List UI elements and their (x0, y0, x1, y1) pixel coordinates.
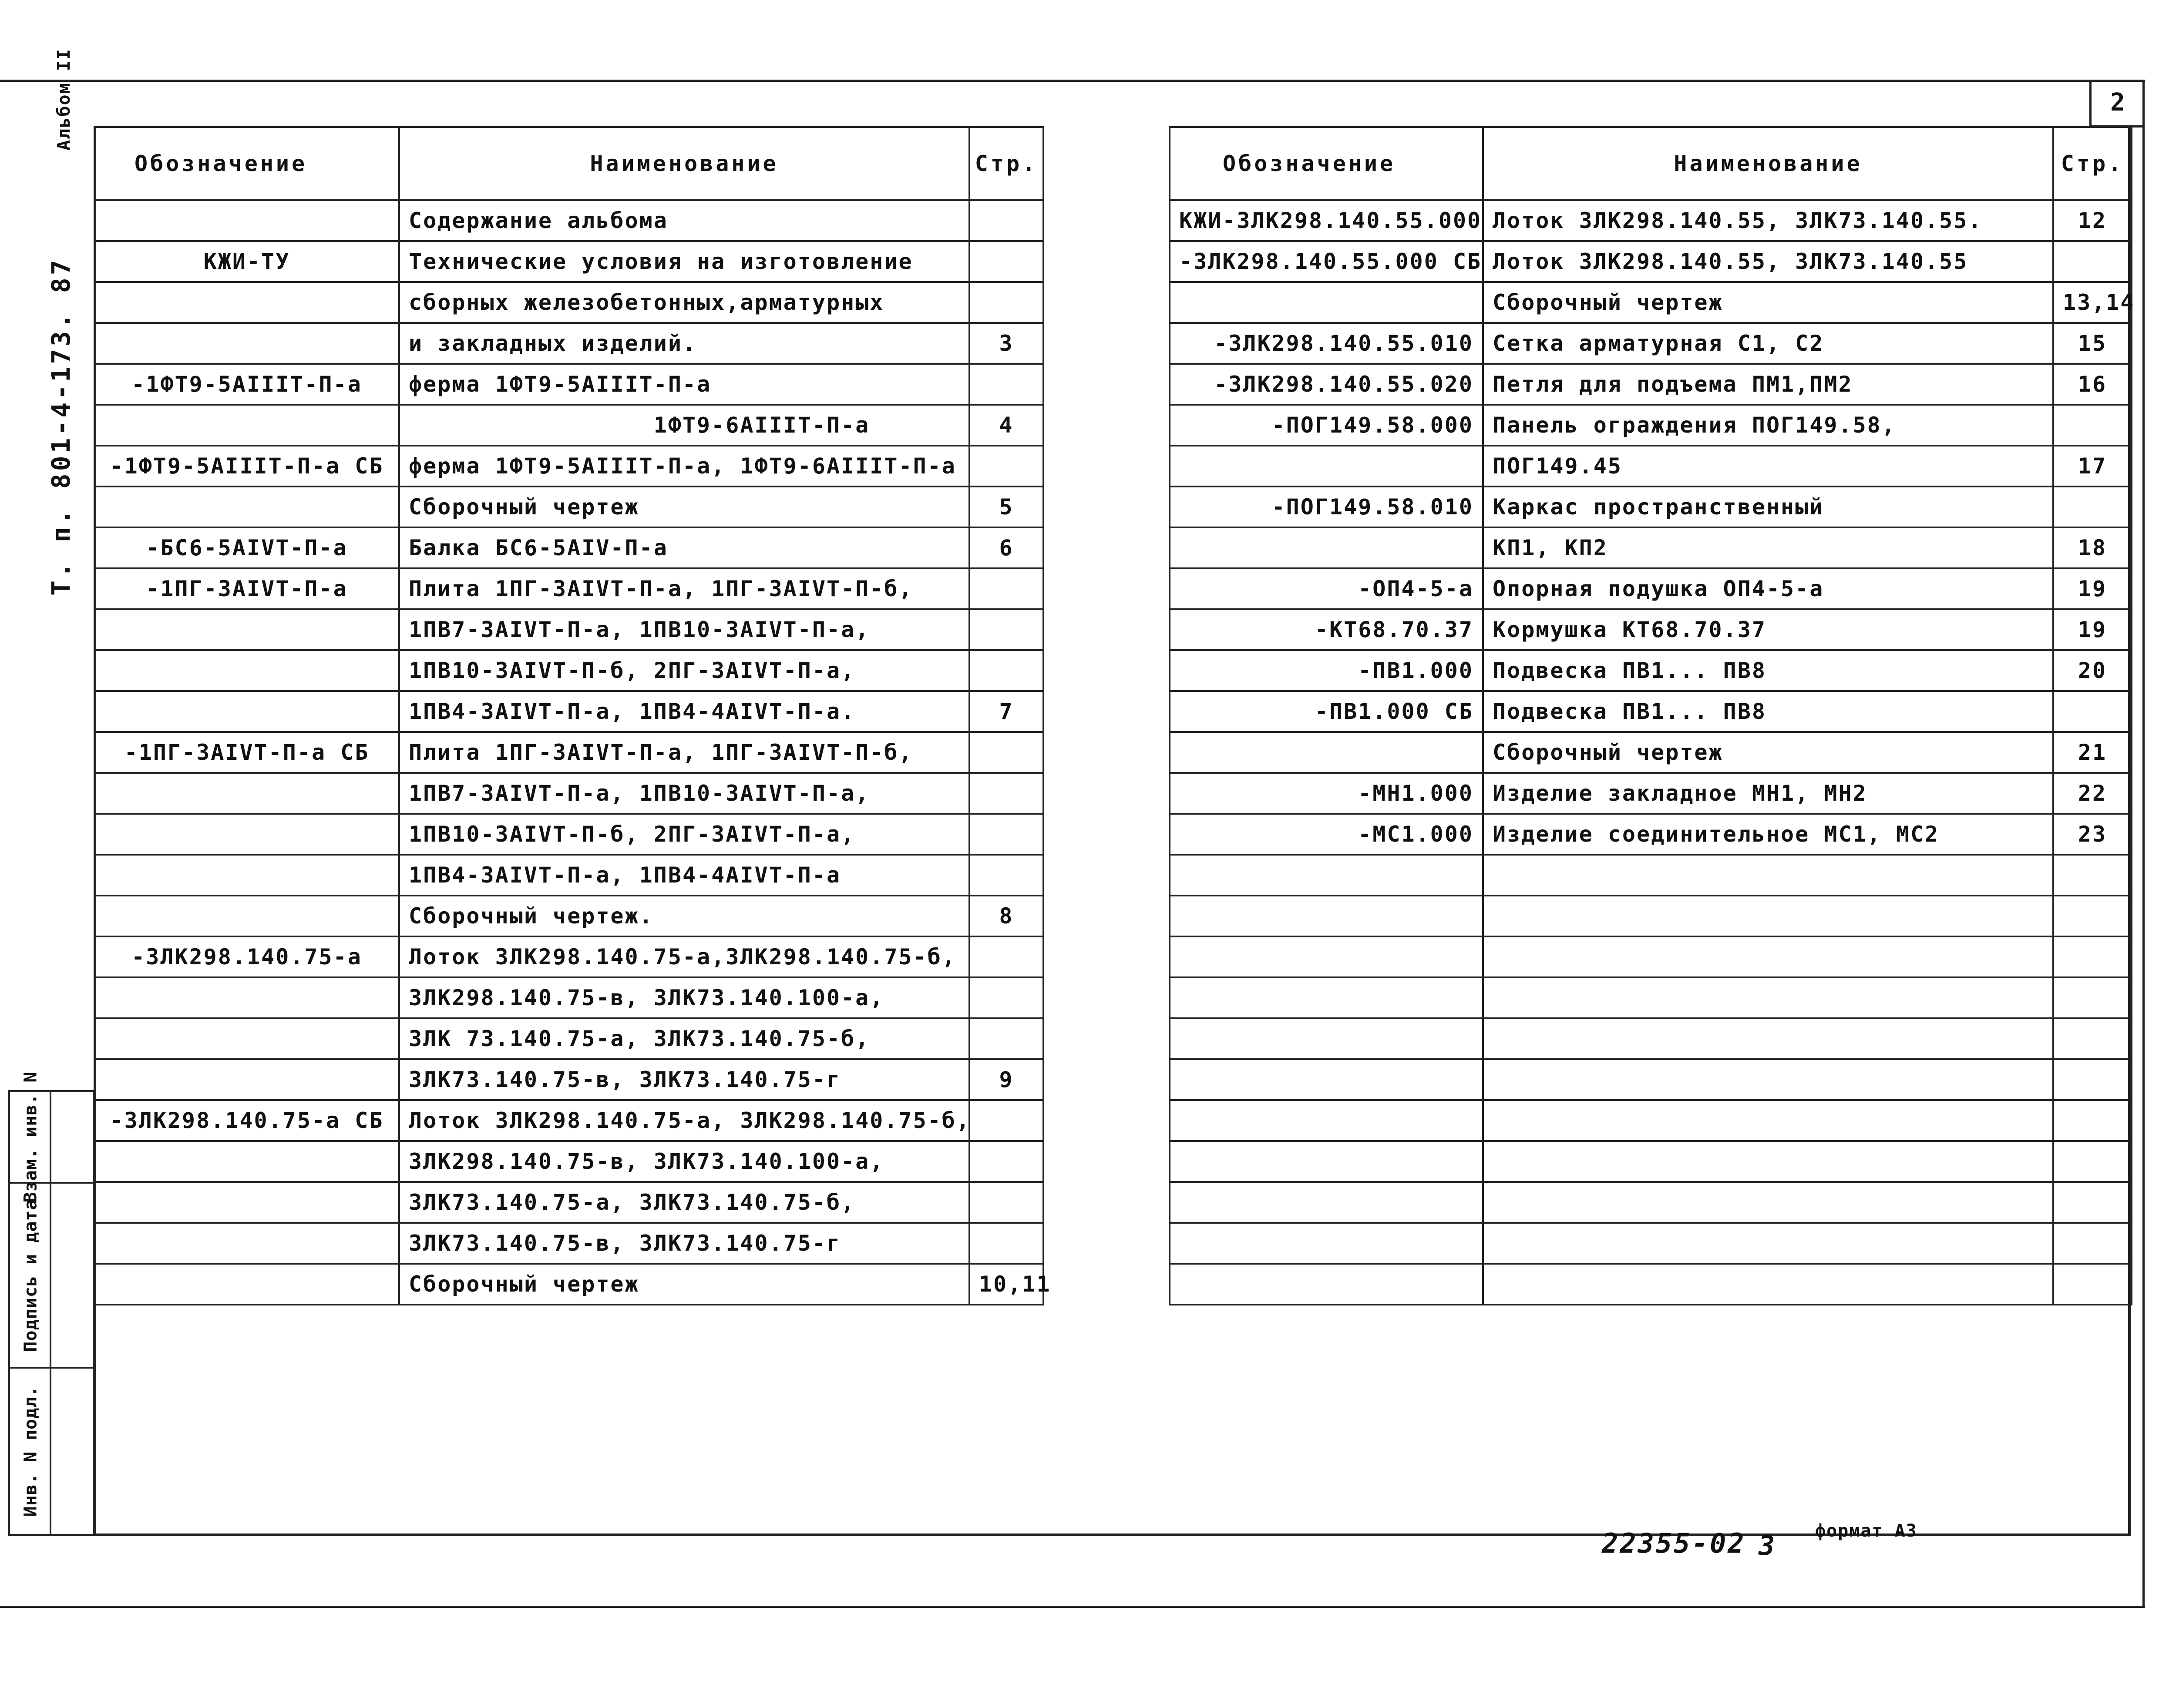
name-cell: Лоток 3ЛК298.140.55, 3ЛК73.140.55. (1483, 200, 2053, 241)
table-row (94, 1100, 1043, 1141)
table-row (1170, 200, 2132, 241)
table-row (1170, 609, 2132, 650)
table-row (1170, 855, 2132, 896)
side-stamp-labels (10, 1071, 51, 1534)
name-cell (1483, 1182, 2053, 1223)
designation-cell: КЖИ-3ЛК298.140.55.000 (1170, 200, 1483, 241)
designation-cell (94, 814, 399, 855)
name-cell: 1ФТ9-6АIIIТ-П-а (399, 405, 969, 446)
page-cell: 9 (969, 1059, 1043, 1100)
designation-cell (94, 1018, 399, 1059)
frame-top-line (0, 80, 2145, 82)
designation-cell (94, 1059, 399, 1100)
header-page: Стр. (969, 127, 1043, 200)
page-cell: 22 (2053, 773, 2132, 814)
page-cell (969, 1141, 1043, 1182)
table-row (1170, 282, 2132, 323)
side-code (35, 48, 87, 596)
page-cell: 5 (969, 487, 1043, 527)
name-cell: Каркас пространственный (1483, 487, 2053, 527)
name-cell: ПОГ149.45 (1483, 446, 2053, 487)
side-code-text (46, 48, 76, 596)
name-cell: 3ЛК73.140.75-в, 3ЛК73.140.75-г (399, 1223, 969, 1264)
name-cell (1483, 977, 2053, 1018)
designation-cell (1170, 855, 1483, 896)
page-cell: 12 (2053, 200, 2132, 241)
name-cell: Сборочный чертеж (399, 487, 969, 527)
page-cell: 17 (2053, 446, 2132, 487)
table-row (94, 1264, 1043, 1305)
table-row (94, 1141, 1043, 1182)
designation-cell: -1ПГ-3АIVТ-П-а (94, 568, 399, 609)
designation-cell: -МС1.000 (1170, 814, 1483, 855)
designation-cell (94, 977, 399, 1018)
designation-cell: -ПОГ149.58.000 (1170, 405, 1483, 446)
table-row (1170, 977, 2132, 1018)
page-cell (969, 773, 1043, 814)
name-cell: 3ЛК73.140.75-в, 3ЛК73.140.75-г (399, 1059, 969, 1100)
table-row (1170, 650, 2132, 691)
table-row (94, 1182, 1043, 1223)
name-cell: Лоток 3ЛК298.140.55, 3ЛК73.140.55 (1483, 241, 2053, 282)
right-spec-table (1169, 126, 2135, 1305)
name-cell: Сборочный чертеж (1483, 732, 2053, 773)
table-row (1170, 936, 2132, 977)
designation-cell: -3ЛК298.140.55.010 (1170, 323, 1483, 364)
table-row (94, 282, 1043, 323)
name-cell: Сетка арматурная С1, С2 (1483, 323, 2053, 364)
table-row (1170, 487, 2132, 527)
table-row (1170, 1059, 2132, 1100)
designation-cell (94, 1182, 399, 1223)
designation-cell (1170, 527, 1483, 568)
table-row (94, 1059, 1043, 1100)
name-cell: 1ПВ7-3АIVТ-П-а, 1ПВ10-3АIVТ-П-а, (399, 773, 969, 814)
stamp-label-sign: Подпись и дата (20, 1198, 41, 1352)
name-cell (1483, 1264, 2053, 1305)
designation-cell (94, 1223, 399, 1264)
page-cell (969, 650, 1043, 691)
designation-cell (1170, 1264, 1483, 1305)
table-row (94, 405, 1043, 446)
name-cell: КП1, КП2 (1483, 527, 2053, 568)
page-cell: 10,11 (969, 1264, 1043, 1305)
page-cell: 15 (2053, 323, 2132, 364)
page-cell (2053, 1223, 2132, 1264)
header-designation: Обозначение (94, 127, 399, 200)
right-table-body (1170, 200, 2135, 1305)
frame-bottom-line (0, 1606, 2145, 1608)
page-cell: 18 (2053, 527, 2132, 568)
table-row (1170, 814, 2132, 855)
designation-cell (1170, 446, 1483, 487)
table-row (94, 936, 1043, 977)
stamp-value-sign (51, 1184, 93, 1369)
page-cell (2053, 855, 2132, 896)
header-name: Наименование (399, 127, 969, 200)
designation-cell: -ПВ1.000 (1170, 650, 1483, 691)
page-cell (969, 732, 1043, 773)
name-cell: Плита 1ПГ-3АIVТ-П-а, 1ПГ-3АIVТ-П-б, (399, 732, 969, 773)
name-cell: сборных железобетонных,арматурных (399, 282, 969, 323)
name-cell: 3ЛК73.140.75-а, 3ЛК73.140.75-б, (399, 1182, 969, 1223)
page-cell (2053, 936, 2132, 977)
page-cell (969, 446, 1043, 487)
table-row (94, 568, 1043, 609)
side-stamp (8, 1071, 95, 1536)
table-row (94, 1223, 1043, 1264)
page-cell: 23 (2053, 814, 2132, 855)
name-cell: Петля для подъема ПМ1,ПМ2 (1483, 364, 2053, 405)
right-table-header (1170, 127, 2132, 200)
designation-cell (94, 691, 399, 732)
designation-cell (1170, 1182, 1483, 1223)
page-cell (969, 609, 1043, 650)
table-row (1170, 241, 2132, 282)
designation-cell (94, 323, 399, 364)
page-cell: 7 (969, 691, 1043, 732)
table-row (94, 200, 1043, 241)
designation-cell: -3ЛК298.140.55.000 СБ (1170, 241, 1483, 282)
designation-cell (1170, 896, 1483, 936)
table-row (1170, 732, 2132, 773)
designation-cell (94, 487, 399, 527)
table-row (1170, 323, 2132, 364)
side-stamp-values (51, 1092, 93, 1534)
stamp-cell-inv (10, 1369, 51, 1534)
page-cell: 19 (2053, 609, 2132, 650)
name-cell: Панель ограждения ПОГ149.58, (1483, 405, 2053, 446)
page-cell (2053, 487, 2132, 527)
designation-cell (94, 896, 399, 936)
page-cell (969, 855, 1043, 896)
page-cell: 21 (2053, 732, 2132, 773)
page-cell (969, 568, 1043, 609)
table-row (1170, 1223, 2132, 1264)
designation-cell (94, 282, 399, 323)
designation-cell (94, 650, 399, 691)
table-row (1170, 1182, 2132, 1223)
table-row (94, 896, 1043, 936)
name-cell: 3ЛК298.140.75-в, 3ЛК73.140.100-а, (399, 1141, 969, 1182)
page-cell (2053, 691, 2132, 732)
table-row (94, 241, 1043, 282)
name-cell: Опорная подушка ОП4-5-а (1483, 568, 2053, 609)
page-cell: 19 (2053, 568, 2132, 609)
page-cell: 16 (2053, 364, 2132, 405)
designation-cell: -1ФТ9-5АIIIТ-П-а СБ (94, 446, 399, 487)
designation-cell (94, 200, 399, 241)
name-cell (1483, 1141, 2053, 1182)
designation-cell (1170, 1223, 1483, 1264)
page-cell (2053, 241, 2132, 282)
name-cell (1483, 936, 2053, 977)
table-row (1170, 1100, 2132, 1141)
stamp-value-swap (51, 1092, 93, 1184)
stamp-cell-swap (10, 1071, 51, 1203)
name-cell: Лоток 3ЛК298.140.75-а,3ЛК298.140.75-б, (399, 936, 969, 977)
stamp-label-inv: Инв. N подл. (20, 1386, 41, 1517)
stamp-label-swap: Взам. инв. N (20, 1071, 41, 1203)
table-row (94, 527, 1043, 568)
name-cell (1483, 896, 2053, 936)
page-cell: 13,14 (2053, 282, 2132, 323)
name-cell (1483, 1059, 2053, 1100)
table-row (1170, 773, 2132, 814)
table-row (1170, 1018, 2132, 1059)
page-cell: 4 (969, 405, 1043, 446)
designation-cell (1170, 977, 1483, 1018)
table-row (94, 650, 1043, 691)
name-cell: Подвеска ПВ1... ПВ8 (1483, 650, 2053, 691)
designation-cell: -МН1.000 (1170, 773, 1483, 814)
name-cell: 1ПВ4-3АIVТ-П-а, 1ПВ4-4АIVТ-П-а (399, 855, 969, 896)
page-cell (969, 1018, 1043, 1059)
name-cell: 1ПВ4-3АIVТ-П-а, 1ПВ4-4АIVТ-П-а. (399, 691, 969, 732)
name-cell: Технические условия на изготовление (399, 241, 969, 282)
name-cell: ферма 1ФТ9-5АIIIТ-П-а, 1ФТ9-6АIIIТ-П-а (399, 446, 969, 487)
header-designation: Обозначение (1170, 127, 1483, 200)
table-row (94, 364, 1043, 405)
table-row (94, 446, 1043, 487)
name-cell: 1ПВ10-3АIVТ-П-б, 2ПГ-3АIVТ-П-а, (399, 814, 969, 855)
designation-cell: -ОП4-5-а (1170, 568, 1483, 609)
designation-cell (94, 609, 399, 650)
designation-cell: -1ПГ-3АIVТ-П-а СБ (94, 732, 399, 773)
name-cell: Подвеска ПВ1... ПВ8 (1483, 691, 2053, 732)
name-cell (1483, 855, 2053, 896)
name-cell: и закладных изделий. (399, 323, 969, 364)
name-cell: Сборочный чертеж (399, 1264, 969, 1305)
page-cell: 8 (969, 896, 1043, 936)
sheet-number: 2 (2089, 80, 2144, 128)
page-cell (2053, 1182, 2132, 1223)
designation-cell: -КТ68.70.37 (1170, 609, 1483, 650)
table-row (1170, 364, 2132, 405)
designation-cell: -3ЛК298.140.55.020 (1170, 364, 1483, 405)
designation-cell (1170, 1141, 1483, 1182)
name-cell: Изделие закладное МН1, МН2 (1483, 773, 2053, 814)
stamp-value-inv (51, 1369, 93, 1534)
table-row (1170, 405, 2132, 446)
page-cell (969, 241, 1043, 282)
designation-cell (1170, 282, 1483, 323)
footer-doc-number: 22355-02 (1602, 1527, 1746, 1559)
page-cell (969, 977, 1043, 1018)
page-cell (969, 200, 1043, 241)
page-cell (2053, 896, 2132, 936)
table-row (94, 323, 1043, 364)
name-cell: Плита 1ПГ-3АIVТ-П-а, 1ПГ-3АIVТ-П-б, (399, 568, 969, 609)
designation-cell (94, 405, 399, 446)
table-row (94, 855, 1043, 896)
name-cell: 1ПВ7-3АIVТ-П-а, 1ПВ10-3АIVТ-П-а, (399, 609, 969, 650)
page-cell (2053, 1100, 2132, 1141)
name-cell: 3ЛК298.140.75-в, 3ЛК73.140.100-а, (399, 977, 969, 1018)
designation-cell (94, 1141, 399, 1182)
name-cell (1483, 1100, 2053, 1141)
table-row (1170, 527, 2132, 568)
table-row (94, 487, 1043, 527)
designation-cell (1170, 1100, 1483, 1141)
page-cell (969, 1182, 1043, 1223)
table-row (94, 977, 1043, 1018)
table-row (94, 609, 1043, 650)
designation-cell (1170, 1059, 1483, 1100)
name-cell: Лоток 3ЛК298.140.75-а, 3ЛК298.140.75-б, (399, 1100, 969, 1141)
footer-format: формат А3 (1815, 1521, 1917, 1541)
designation-cell: -1ФТ9-5АIIIТ-П-а (94, 364, 399, 405)
name-cell: Балка БС6-5АIV-П-а (399, 527, 969, 568)
left-table-header (94, 127, 1043, 200)
header-page: Стр. (2053, 127, 2132, 200)
side-album: Альбом II (54, 48, 74, 151)
page-cell: 6 (969, 527, 1043, 568)
table-row (94, 814, 1043, 855)
page-cell (969, 814, 1043, 855)
table-row (94, 773, 1043, 814)
name-cell: 1ПВ10-3АIVТ-П-б, 2ПГ-3АIVТ-П-а, (399, 650, 969, 691)
page-cell (2053, 1059, 2132, 1100)
designation-cell: -3ЛК298.140.75-а (94, 936, 399, 977)
name-cell (1483, 1018, 2053, 1059)
designation-cell: КЖИ-ТУ (94, 241, 399, 282)
page-cell (969, 936, 1043, 977)
name-cell: Сборочный чертеж (1483, 282, 2053, 323)
table-row (94, 691, 1043, 732)
name-cell: ферма 1ФТ9-5АIIIТ-П-а (399, 364, 969, 405)
designation-cell: -ПОГ149.58.010 (1170, 487, 1483, 527)
designation-cell (1170, 732, 1483, 773)
name-cell: Содержание альбома (399, 200, 969, 241)
designation-cell (94, 1264, 399, 1305)
designation-cell (1170, 936, 1483, 977)
name-cell (1483, 1223, 2053, 1264)
table-row (1170, 568, 2132, 609)
name-cell: Сборочный чертеж. (399, 896, 969, 936)
table-row (1170, 896, 2132, 936)
table-row (1170, 1264, 2132, 1305)
frame-right-line (2142, 80, 2145, 1607)
designation-cell: -ПВ1.000 СБ (1170, 691, 1483, 732)
header-name: Наименование (1483, 127, 2053, 200)
designation-cell (94, 855, 399, 896)
left-table-body (94, 200, 1051, 1305)
table-row (1170, 446, 2132, 487)
designation-cell (1170, 1018, 1483, 1059)
page-cell: 20 (2053, 650, 2132, 691)
page-cell (969, 1100, 1043, 1141)
table-row (94, 732, 1043, 773)
left-spec-table (94, 126, 1051, 1305)
page-cell (2053, 1141, 2132, 1182)
footer-sheet: 3 (1759, 1530, 1775, 1561)
name-cell: Изделие соединительное МС1, МС2 (1483, 814, 2053, 855)
designation-cell (94, 773, 399, 814)
stamp-cell-sign (10, 1184, 51, 1369)
page-cell (969, 364, 1043, 405)
page-cell (2053, 1018, 2132, 1059)
page-cell (2053, 1264, 2132, 1305)
page-cell (2053, 977, 2132, 1018)
page-cell (2053, 405, 2132, 446)
page-cell (969, 282, 1043, 323)
name-cell: 3ЛК 73.140.75-а, 3ЛК73.140.75-б, (399, 1018, 969, 1059)
designation-cell: -3ЛК298.140.75-а СБ (94, 1100, 399, 1141)
side-code-number: Т. п. 801-4-173. 87 (46, 257, 76, 596)
designation-cell: -БС6-5АIVТ-П-а (94, 527, 399, 568)
name-cell: Кормушка КТ68.70.37 (1483, 609, 2053, 650)
table-row (1170, 691, 2132, 732)
page-cell: 3 (969, 323, 1043, 364)
page-cell (969, 1223, 1043, 1264)
table-row (94, 1018, 1043, 1059)
table-row (1170, 1141, 2132, 1182)
